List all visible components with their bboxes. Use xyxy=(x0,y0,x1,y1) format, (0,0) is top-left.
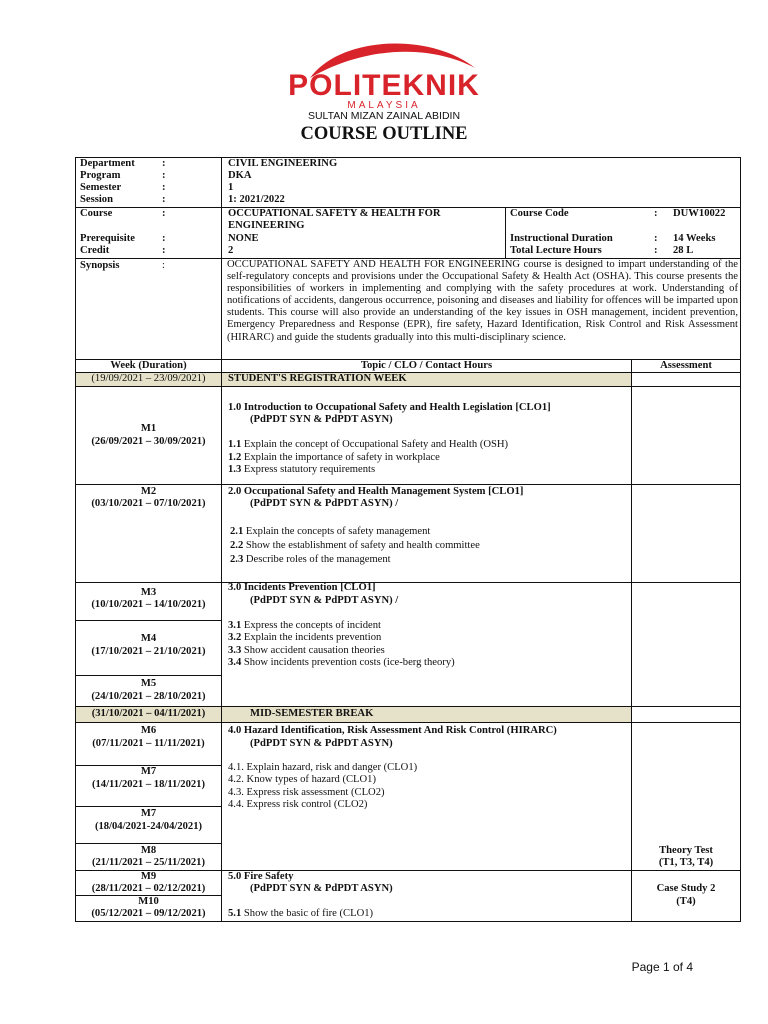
break-week-date: (31/10/2021 – 04/11/2021) xyxy=(91,708,206,719)
course-code-value: DUW10022 xyxy=(673,208,726,219)
week-m8-date: (21/11/2021 – 25/11/2021) xyxy=(91,857,205,868)
registration-week-date: (19/09/2021 – 23/09/2021) xyxy=(91,373,206,384)
break-week-title: MID-SEMESTER BREAK xyxy=(250,708,374,719)
week-m6: M6 xyxy=(140,725,157,736)
synopsis-text: OCCUPATIONAL SAFETY AND HEALTH FOR ENGINEERING course is designed to impart understanding of the self-regulatory concepts and provisions under the Occupational Safety & Health Act (OSHA). This course presents the responsibilities of workers in implementing and complying with the safety procedures at work. Understanding of notifications of accidents, dangerous occurrence, poisoning and diseases and liability for offences will be imparted upon students. This course will also provide an understanding of the key issues in OSH management, incident prevention, Emergency Preparedness and Response (EPR), fire safety, Hazard Identification, Risk Control and Risk Assessment (HIRARC) and guide the students gradually into this multi-disciplinary science. xyxy=(227,259,738,343)
colon: : xyxy=(654,245,658,256)
week-m1-date: (26/09/2021 – 30/09/2021) xyxy=(91,436,206,447)
week-m4-date: (17/10/2021 – 21/10/2021) xyxy=(91,646,206,657)
topic-1-mode: (PdPDT SYN & PdPDT ASYN) xyxy=(250,414,393,425)
colon: : xyxy=(654,233,658,244)
prerequisite-value: NONE xyxy=(228,233,259,244)
week-m8: M8 xyxy=(140,845,157,856)
colon: : xyxy=(162,245,166,256)
colon: : xyxy=(162,260,165,271)
topic-2-1: 2.1 Explain the concepts of safety management xyxy=(230,526,431,537)
header-assessment: Assessment xyxy=(660,360,712,371)
topic-1-3: 1.3 Express statutory requirements xyxy=(228,464,376,475)
week-m7-date: (14/11/2021 – 18/11/2021) xyxy=(91,779,205,790)
topic-2-title: 2.0 Occupational Safety and Health Management System [CLO1] xyxy=(228,486,524,497)
department-value: CIVIL ENGINEERING xyxy=(228,158,338,169)
week-m9-date: (28/11/2021 – 02/12/2021) xyxy=(91,883,206,894)
header-topic: Topic / CLO / Contact Hours xyxy=(360,360,493,371)
topic-5-mode: (PdPDT SYN & PdPDT ASYN) xyxy=(250,883,393,894)
credit-value: 2 xyxy=(228,245,234,256)
page-number: Page 1 of 4 xyxy=(631,960,693,974)
topic-4-title: 4.0 Hazard Identification, Risk Assessment And Risk Control (HIRARC) xyxy=(228,725,557,736)
week-m1: M1 xyxy=(140,423,157,434)
topic-3-mode: (PdPDT SYN & PdPDT ASYN) / xyxy=(250,595,399,606)
week-m9: M9 xyxy=(140,871,157,882)
course-value-line2: ENGINEERING xyxy=(228,220,305,231)
topic-2-mode: (PdPDT SYN & PdPDT ASYN) / xyxy=(250,498,399,509)
program-label: Program xyxy=(80,170,121,181)
instructional-duration-value: 14 Weeks xyxy=(673,233,716,244)
logo-country: MALAYSIA xyxy=(347,100,421,111)
week-m6-date: (07/11/2021 – 11/11/2021) xyxy=(92,738,205,749)
topic-3-1: 3.1 Express the concepts of incident xyxy=(228,620,381,631)
course-label: Course xyxy=(80,208,113,219)
total-lecture-hours-label: Total Lecture Hours xyxy=(510,245,602,256)
semester-value: 1 xyxy=(228,182,234,193)
course-code-label: Course Code xyxy=(510,208,569,219)
colon: : xyxy=(162,182,166,193)
session-value: 1: 2021/2022 xyxy=(228,194,285,205)
assessment-case-study-scope: (T4) xyxy=(676,896,696,907)
topic-1-title: 1.0 Introduction to Occupational Safety and Health Legislation [CLO1] xyxy=(228,402,551,413)
course-value-line1: OCCUPATIONAL SAFETY & HEALTH FOR xyxy=(228,208,441,219)
total-lecture-hours-value: 28 L xyxy=(673,245,694,256)
department-label: Department xyxy=(80,158,135,169)
topic-3-title: 3.0 Incidents Prevention [CLO1] xyxy=(228,582,376,593)
registration-week-title: STUDENT'S REGISTRATION WEEK xyxy=(228,373,407,384)
topic-5-title: 5.0 Fire Safety xyxy=(228,871,294,882)
topic-4-2: 4.2. Know types of hazard (CLO1) xyxy=(228,774,376,785)
session-label: Session xyxy=(80,194,113,205)
week-m3-date: (10/10/2021 – 14/10/2021) xyxy=(91,599,206,610)
colon: : xyxy=(162,170,166,181)
assessment-case-study: Case Study 2 xyxy=(656,883,716,894)
topic-4-1: 4.1. Explain hazard, risk and danger (CLO1) xyxy=(228,762,418,773)
week-m2: M2 xyxy=(140,486,157,497)
week-m7-repeat-date: (18/04/2021-24/04/2021) xyxy=(94,821,203,832)
week-m7-repeat: M7 xyxy=(140,808,157,819)
week-m10-date: (05/12/2021 – 09/12/2021) xyxy=(91,908,206,919)
topic-4-mode: (PdPDT SYN & PdPDT ASYN) xyxy=(250,738,393,749)
colon: : xyxy=(162,208,166,219)
program-value: DKA xyxy=(228,170,252,181)
week-m3: M3 xyxy=(140,587,157,598)
topic-3-2: 3.2 Explain the incidents prevention xyxy=(228,632,382,643)
prerequisite-label: Prerequisite xyxy=(80,233,135,244)
topic-1-2: 1.2 Explain the importance of safety in workplace xyxy=(228,452,440,463)
topic-5-1: 5.1 Show the basic of fire (CLO1) xyxy=(228,908,374,919)
page-title: COURSE OUTLINE xyxy=(300,124,468,144)
week-m5-date: (24/10/2021 – 28/10/2021) xyxy=(91,691,206,702)
topic-3-3: 3.3 Show accident causation theories xyxy=(228,645,385,656)
topic-1-1: 1.1 Explain the concept of Occupational Safety and Health (OSH) xyxy=(228,439,509,450)
credit-label: Credit xyxy=(80,245,110,256)
synopsis-label: Synopsis xyxy=(80,260,120,271)
topic-4-4: 4.4. Express risk control (CLO2) xyxy=(228,799,368,810)
semester-label: Semester xyxy=(80,182,122,193)
topic-4-3: 4.3. Express risk assessment (CLO2) xyxy=(228,787,385,798)
week-m10: M10 xyxy=(138,896,159,907)
header-week: Week (Duration) xyxy=(110,360,187,371)
topic-2-3: 2.3 Describe roles of the management xyxy=(230,554,391,565)
topic-2-2: 2.2 Show the establishment of safety and health committee xyxy=(230,540,480,551)
assessment-theory-test-scope: (T1, T3, T4) xyxy=(658,857,714,868)
colon: : xyxy=(162,194,166,205)
colon: : xyxy=(162,158,166,169)
assessment-theory-test: Theory Test xyxy=(659,845,713,856)
colon: : xyxy=(162,233,166,244)
instructional-duration-label: Instructional Duration xyxy=(510,233,613,244)
week-m5: M5 xyxy=(140,678,157,689)
logo-campus: SULTAN MIZAN ZAINAL ABIDIN xyxy=(307,110,461,122)
week-m7: M7 xyxy=(140,766,157,777)
colon: : xyxy=(654,208,658,219)
week-m2-date: (03/10/2021 – 07/10/2021) xyxy=(91,498,206,509)
topic-3-4: 3.4 Show incidents prevention costs (ice-berg theory) xyxy=(228,657,455,668)
logo-name: POLITEKNIK xyxy=(288,69,480,102)
week-m4: M4 xyxy=(140,633,157,644)
